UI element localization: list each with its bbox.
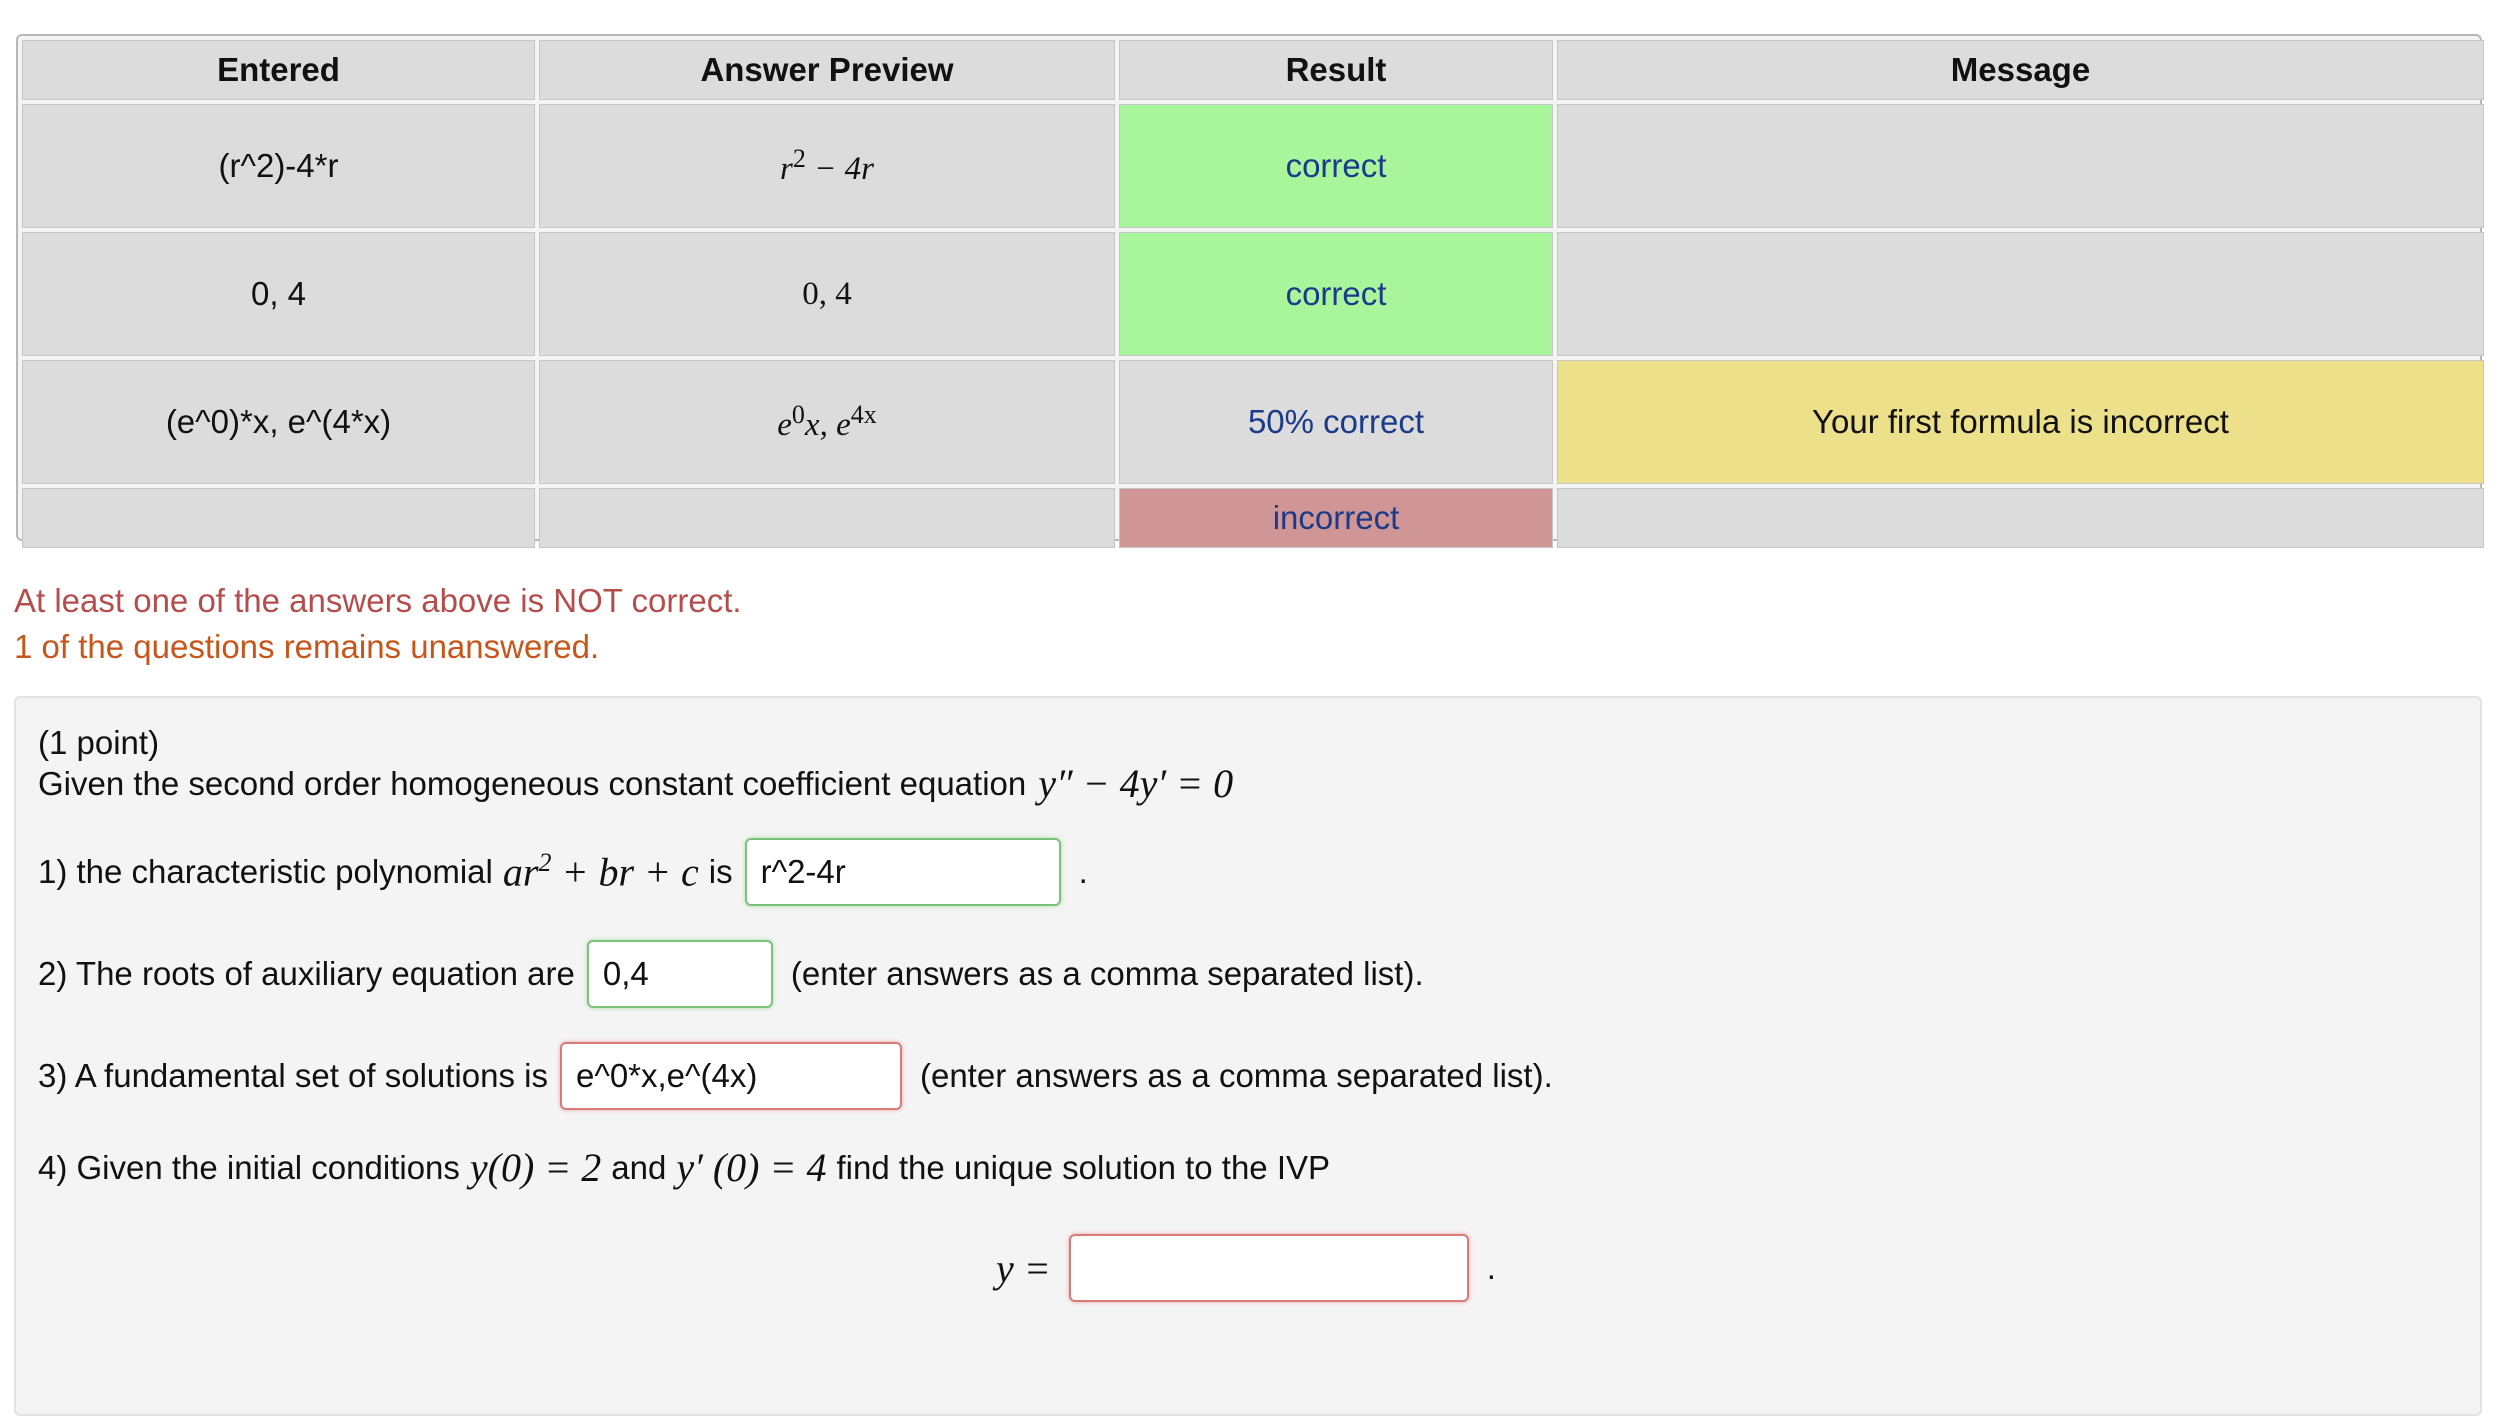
- table-row: [22, 232, 2484, 356]
- table-row: [22, 360, 2484, 484]
- not-correct-message: At least one of the answers above is NOT correct.: [14, 582, 742, 619]
- q4-and: and: [611, 1148, 667, 1186]
- preview-sup: 0: [791, 400, 805, 429]
- q1-is: is: [708, 853, 733, 890]
- q2-answer-input[interactable]: 0,4: [587, 940, 773, 1008]
- question-1: [38, 838, 1088, 906]
- header-entered: Entered: [22, 40, 535, 100]
- result-cell: 50% correct: [1119, 360, 1553, 484]
- intro-text: Given the second order homogeneous constant coefficient equation: [38, 764, 1027, 802]
- q4-text-a: 4) Given the initial conditions: [38, 1148, 460, 1186]
- preview-cell: [539, 104, 1115, 228]
- preview-base: e: [777, 407, 792, 443]
- results-table-container: [16, 34, 2482, 541]
- preview-sup: 2: [792, 144, 806, 173]
- entered-cell: (r^2)-4*r: [22, 104, 535, 228]
- unanswered-message: 1 of the questions remains unanswered.: [14, 628, 600, 665]
- question-3: [38, 1042, 1553, 1110]
- q1-math-base: ar: [502, 849, 539, 895]
- q1-period: .: [1078, 853, 1088, 890]
- ivp-answer-row: [996, 1234, 1496, 1302]
- q1-answer-input[interactable]: r^2-4r: [745, 838, 1061, 906]
- header-result: Result: [1119, 40, 1553, 100]
- result-cell: correct: [1119, 104, 1553, 228]
- preview-rest: x, e: [804, 407, 851, 443]
- entered-cell: 0, 4: [22, 232, 535, 356]
- preview-cell: [539, 488, 1115, 548]
- message-cell: Your first formula is incorrect: [1557, 360, 2484, 484]
- q4-cond2: y′ (0) = 4: [676, 1145, 827, 1190]
- q1-math-sup: 2: [538, 848, 552, 878]
- q1-math-rest: + br + c: [551, 849, 699, 895]
- q3-answer-input[interactable]: e^0*x,e^(4x): [560, 1042, 902, 1110]
- equation: y″ − 4y′ = 0: [1038, 761, 1234, 806]
- q4-text-b: find the unique solution to the IVP: [836, 1148, 1331, 1186]
- header-answer-preview: Answer Preview: [539, 40, 1115, 100]
- y-period: .: [1486, 1249, 1496, 1286]
- results-table: [18, 36, 2488, 552]
- message-cell: [1557, 104, 2484, 228]
- table-row: [22, 104, 2484, 228]
- results-header-row: [22, 40, 2484, 100]
- message-cell: [1557, 232, 2484, 356]
- q2-hint: (enter answers as a comma separated list).: [790, 955, 1424, 992]
- q3-text: 3) A fundamental set of solutions is: [38, 1057, 548, 1094]
- points-label: (1 point): [38, 724, 160, 761]
- message-cell: [1557, 488, 2484, 548]
- y-label: y =: [996, 1245, 1051, 1291]
- q4-cond1: y(0) = 2: [469, 1145, 602, 1190]
- header-message: Message: [1557, 40, 2484, 100]
- q2-text: 2) The roots of auxiliary equation are: [38, 955, 575, 992]
- result-cell: incorrect: [1119, 488, 1553, 548]
- entered-cell: (e^0)*x, e^(4*x): [22, 360, 535, 484]
- preview-cell: [539, 360, 1115, 484]
- table-row: [22, 488, 2484, 548]
- preview-cell: 0, 4: [539, 232, 1115, 356]
- preview-rest: − 4r: [805, 151, 874, 187]
- problem-panel: [14, 696, 2482, 1416]
- entered-cell: [22, 488, 535, 548]
- q1-math: [503, 848, 699, 895]
- ivp-answer-input[interactable]: [1069, 1234, 1469, 1302]
- q3-hint: (enter answers as a comma separated list).: [919, 1057, 1553, 1094]
- result-cell: correct: [1119, 232, 1553, 356]
- q1-text: 1) the characteristic polynomial: [38, 853, 493, 890]
- preview-base: r: [780, 151, 793, 187]
- question-4: [38, 1144, 1330, 1191]
- question-2: [38, 940, 1424, 1008]
- preview-sup2: 4x: [850, 400, 877, 429]
- problem-intro: [38, 760, 1233, 807]
